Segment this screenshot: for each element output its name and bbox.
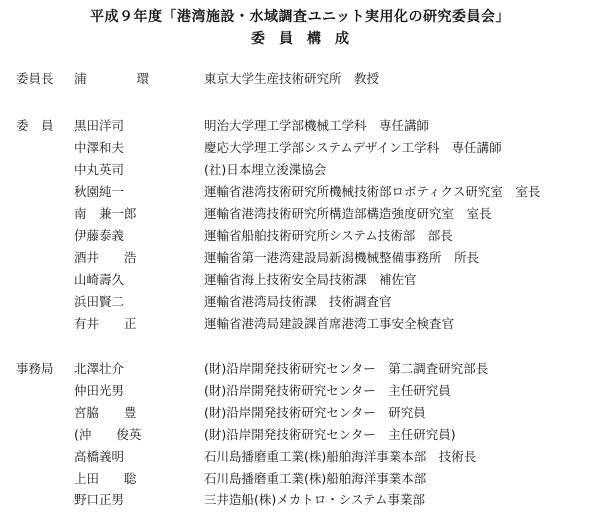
member-affiliation: 明治大学理工学部機械工学科 専任講師 <box>204 118 430 133</box>
member-name: 北澤壮介 <box>74 361 125 376</box>
member-row <box>0 115 600 137</box>
member-affiliation: (財)沿岸開発技術研究センター 主任研究員) <box>204 427 456 442</box>
member-row <box>0 291 600 313</box>
member-row <box>0 137 600 159</box>
member-name: 南 兼一郎 <box>74 206 137 221</box>
member-name: 有井 正 <box>74 316 137 331</box>
member-affiliation: 東京大学生産技術研究所 教授 <box>204 71 380 86</box>
member-affiliation: (社)日本埋立浚渫協会 <box>204 162 327 177</box>
member-name: 高橋義明 <box>74 449 125 464</box>
member-affiliation: 運輸省港湾技術研究所構造部構造強度研究室 室長 <box>204 206 492 221</box>
member-affiliation: 慶応大学理工学部システムデザイン工学科 専任講師 <box>204 140 502 155</box>
document-title: 平成９年度「港湾施設・水域調査ユニット実用化の研究委員会」 <box>90 9 510 25</box>
member-role: 委 員 <box>16 118 54 133</box>
member-row <box>0 313 600 335</box>
member-affiliation: 運輸省第一港湾建設局新潟機械整備事務所 所長 <box>204 250 480 265</box>
member-name: 秋園純一 <box>74 184 125 199</box>
member-affiliation: 石川島播磨重工業(株)船舶海洋事業本部 <box>204 471 427 486</box>
member-name: 酒井 浩 <box>74 250 137 265</box>
member-affiliation: (財)沿岸開発技術研究センター 研究員 <box>204 405 426 420</box>
member-row <box>0 424 600 446</box>
member-row <box>0 468 600 490</box>
member-name: 浦 環 <box>74 71 150 86</box>
member-affiliation: 運輸省海上技術安全局技術課 補佐官 <box>204 272 417 287</box>
member-affiliation: 運輸省港湾局技術課 技術調査官 <box>204 294 392 309</box>
member-row <box>0 247 600 269</box>
member-name: 黒田洋司 <box>74 118 125 133</box>
member-row <box>0 225 600 247</box>
member-row <box>0 269 600 291</box>
member-name: 浜田賢二 <box>74 294 125 309</box>
member-role: 事務局 <box>16 361 54 376</box>
member-name: 野口正男 <box>74 492 125 507</box>
member-row <box>0 380 600 402</box>
member-row <box>0 402 600 424</box>
member-name: (沖 俊英 <box>74 427 142 442</box>
member-name: 山崎壽久 <box>74 272 125 287</box>
member-name: 中澤和夫 <box>74 140 125 155</box>
member-name: 伊藤泰義 <box>74 228 125 243</box>
member-row <box>0 159 600 181</box>
member-name: 仲田光男 <box>74 383 125 398</box>
member-affiliation: 運輸省港湾局建設課首席港湾工事安全検査官 <box>204 316 455 331</box>
member-affiliation: 三井造船(株)メカトロ・システム事業部 <box>204 492 426 507</box>
member-row <box>0 446 600 468</box>
member-affiliation: 運輸省船舶技術研究所システム技術部 部長 <box>204 228 453 243</box>
member-row <box>0 203 600 225</box>
member-row <box>0 68 600 90</box>
member-affiliation: 石川島播磨重工業(株)船舶海洋事業本部 技術長 <box>204 449 477 464</box>
member-row <box>0 358 600 380</box>
member-name: 宮脇 豊 <box>74 405 137 420</box>
member-affiliation: 運輸省港湾技術研究所機械技術部ロボティクス研究室 室長 <box>204 184 541 199</box>
member-row <box>0 181 600 203</box>
document-subtitle: 委員構成 <box>251 31 363 47</box>
member-affiliation: (財)沿岸開発技術研究センター 主任研究員 <box>204 383 451 398</box>
member-name: 中丸英司 <box>74 162 125 177</box>
member-name: 上田 聡 <box>74 471 137 486</box>
member-role: 委員長 <box>16 71 54 86</box>
member-affiliation: (財)沿岸開発技術研究センター 第二調査研究部長 <box>204 361 489 376</box>
member-row <box>0 489 600 511</box>
